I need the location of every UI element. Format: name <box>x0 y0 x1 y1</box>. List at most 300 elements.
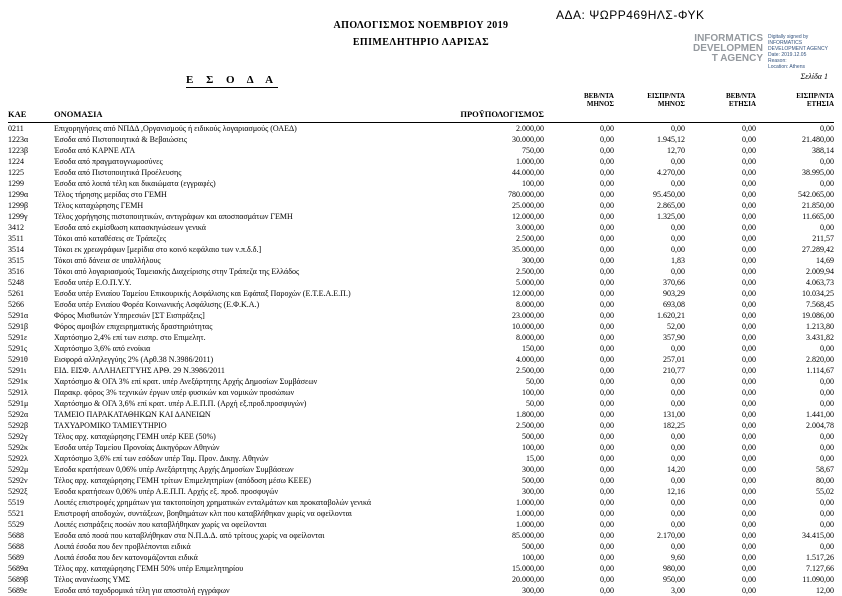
table-row <box>8 486 834 497</box>
cell-eisp_e: 21.850,00 <box>802 201 834 210</box>
cell-eisp_e: 0,00 <box>820 498 834 507</box>
table-row <box>8 431 834 442</box>
col-header: ΜΗΝΟΣ <box>657 100 685 108</box>
cell-eisp_m: 357,90 <box>663 333 685 342</box>
table-row <box>8 376 834 387</box>
cell-beb_m: 0,00 <box>600 586 614 595</box>
cell-eisp_m: 4.270,00 <box>657 168 685 177</box>
col-header: ΒΕΒ/ΝΤΑ <box>583 92 614 100</box>
cell-budget: 300,00 <box>522 465 544 474</box>
table-row <box>8 211 834 222</box>
col-header: ΜΗΝΟΣ <box>586 100 614 108</box>
cell-eisp_m: 9,60 <box>671 553 685 562</box>
table-row <box>8 387 834 398</box>
cell-budget: 150,00 <box>522 344 544 353</box>
budget-column-header: ΠΡΟΫΠΟΛΟΓΙΣΜΟΣ <box>460 109 544 119</box>
table-row <box>8 464 834 475</box>
table-row <box>8 145 834 156</box>
cell-beb_m: 0,00 <box>600 311 614 320</box>
table-row <box>8 299 834 310</box>
table-row <box>8 343 834 354</box>
cell-name: Χαρτόσημο 3,6% από ενοίκια <box>54 344 151 353</box>
cell-kae: 5521 <box>8 509 24 518</box>
cell-eisp_e: 11.090,00 <box>802 575 834 584</box>
table-row <box>8 453 834 464</box>
table-row <box>8 277 834 288</box>
cell-budget: 2.500,00 <box>516 234 544 243</box>
cell-beb_e: 0,00 <box>742 399 756 408</box>
cell-beb_e: 0,00 <box>742 278 756 287</box>
cell-eisp_e: 0,00 <box>820 399 834 408</box>
cell-budget: 3.000,00 <box>516 223 544 232</box>
cell-kae: 5292λ <box>8 454 28 463</box>
table-row <box>8 354 834 365</box>
cell-name: Λοιπά έσοδα που δεν προβλέπονται ειδικά <box>54 542 191 551</box>
cell-budget: 12.000,00 <box>512 289 544 298</box>
cell-kae: 5291θ <box>8 355 28 364</box>
cell-eisp_e: 0,00 <box>820 432 834 441</box>
cell-eisp_m: 2.170,00 <box>657 531 685 540</box>
cell-name: Τόκοι εκ χρεωγράφων [μερίδια στο κοινό κεφάλαιο των ν.π.δ.δ.] <box>54 245 262 254</box>
cell-beb_m: 0,00 <box>600 377 614 386</box>
cell-budget: 500,00 <box>522 432 544 441</box>
col-header: ΕΤΗΣΙΑ <box>728 100 756 108</box>
cell-budget: 100,00 <box>522 388 544 397</box>
table-row <box>8 585 834 596</box>
cell-budget: 500,00 <box>522 542 544 551</box>
cell-beb_e: 0,00 <box>742 553 756 562</box>
table-row <box>8 310 834 321</box>
cell-beb_e: 0,00 <box>742 487 756 496</box>
cell-budget: 25.000,00 <box>512 201 544 210</box>
cell-eisp_m: 14,20 <box>667 465 685 474</box>
cell-beb_m: 0,00 <box>600 553 614 562</box>
cell-kae: 5519 <box>8 498 24 507</box>
cell-kae: 5291ι <box>8 366 27 375</box>
cell-eisp_e: 2.820,00 <box>806 355 834 364</box>
col-header: ΕΙΣΠΡ/ΝΤΑ <box>796 92 834 100</box>
cell-eisp_m: 2.865,00 <box>657 201 685 210</box>
cell-name: Έσοδα από ταχυδρομικά τέλη για αποστολή εγγράφων <box>54 586 230 595</box>
cell-eisp_e: 0,00 <box>820 157 834 166</box>
cell-name: Τέλος αρχ. καταχώρησης ΓΕΜΗ τρίτων Επιμελητηρίων (απόδοση μέσω ΚΕΕΕ) <box>54 476 312 485</box>
cell-beb_m: 0,00 <box>600 421 614 430</box>
cell-beb_m: 0,00 <box>600 157 614 166</box>
cell-beb_e: 0,00 <box>742 531 756 540</box>
cell-eisp_m: 0,00 <box>671 267 685 276</box>
table-body <box>8 123 834 596</box>
cell-eisp_e: 3.431,82 <box>806 333 834 342</box>
cell-eisp_m: 0,00 <box>671 509 685 518</box>
cell-beb_e: 0,00 <box>742 443 756 452</box>
col-header: ΕΤΗΣΙΑ <box>806 100 834 108</box>
cell-budget: 10.000,00 <box>512 322 544 331</box>
cell-beb_m: 0,00 <box>600 399 614 408</box>
cell-name: Έσοδα από Πιστοποιητικά & Βεβαιώσεις <box>54 135 187 144</box>
cell-kae: 1299β <box>8 201 29 210</box>
signature-detail-line: Location: Athens <box>768 64 805 70</box>
cell-beb_m: 0,00 <box>600 212 614 221</box>
cell-beb_e: 0,00 <box>742 124 756 133</box>
cell-name: Φόρος αμοιβών επιχειρηματικής δραστηριότητας <box>54 322 213 331</box>
table-row <box>8 497 834 508</box>
ada-code: ΑΔΑ: ΨΩΡΡ469ΗΛΣ-ΦΥΚ <box>556 8 705 22</box>
cell-beb_m: 0,00 <box>600 542 614 551</box>
signature-details <box>768 34 832 70</box>
cell-name: Έσοδα από πραγματογνωμοσύνες <box>54 157 163 166</box>
table-row <box>8 200 834 211</box>
cell-eisp_m: 1.620,21 <box>657 311 685 320</box>
cell-budget: 15,00 <box>526 454 544 463</box>
cell-kae: 3511 <box>8 234 24 243</box>
cell-budget: 1.000,00 <box>516 157 544 166</box>
cell-beb_e: 0,00 <box>742 311 756 320</box>
cell-eisp_e: 19.086,00 <box>802 311 834 320</box>
header-row-main <box>8 108 834 121</box>
cell-eisp_m: 1.325,00 <box>657 212 685 221</box>
cell-eisp_m: 0,00 <box>671 388 685 397</box>
cell-budget: 4.000,00 <box>516 355 544 364</box>
cell-eisp_m: 12,16 <box>667 487 685 496</box>
cell-name: Έσοδα από εκμίσθωση κατασκηνώσεων γενικά <box>54 223 206 232</box>
cell-kae: 5688 <box>8 531 24 540</box>
table-header <box>8 92 834 123</box>
cell-budget: 8.000,00 <box>516 300 544 309</box>
cell-eisp_e: 21.480,00 <box>802 135 834 144</box>
table-row <box>8 365 834 376</box>
cell-beb_e: 0,00 <box>742 432 756 441</box>
cell-beb_e: 0,00 <box>742 322 756 331</box>
table-row <box>8 244 834 255</box>
cell-eisp_m: 0,00 <box>671 234 685 243</box>
header-row-1 <box>8 92 834 100</box>
cell-budget: 15.000,00 <box>512 564 544 573</box>
cell-name: Έσοδα υπέρ Ενιαίου Ταμείου Επικουρικής Ασφάλισης και Εφάπαξ Παροχών (Ε.Τ.Ε.Α.Ε.Π.) <box>54 289 351 298</box>
cell-name: ΤΑΧΥΔΡΟΜΙΚΟ ΤΑΜΙΕΥΤΗΡΙΟ <box>54 421 167 430</box>
cell-kae: 5291ς <box>8 344 28 353</box>
cell-beb_e: 0,00 <box>742 179 756 188</box>
cell-eisp_e: 1.441,00 <box>806 410 834 419</box>
cell-budget: 300,00 <box>522 487 544 496</box>
cell-beb_m: 0,00 <box>600 322 614 331</box>
signature-agency-line: INFORMATICS <box>694 33 763 44</box>
cell-beb_e: 0,00 <box>742 300 756 309</box>
cell-budget: 500,00 <box>522 476 544 485</box>
cell-name: Τέλος χορήγησης πιστοποιητικών, αντιγράφων και αποσπασμάτων ΓΕΜΗ <box>54 212 293 221</box>
cell-beb_m: 0,00 <box>600 168 614 177</box>
cell-eisp_m: 0,00 <box>671 454 685 463</box>
cell-beb_e: 0,00 <box>742 465 756 474</box>
cell-beb_e: 0,00 <box>742 212 756 221</box>
cell-eisp_e: 0,00 <box>820 454 834 463</box>
cell-eisp_e: 4.063,73 <box>806 278 834 287</box>
cell-beb_e: 0,00 <box>742 135 756 144</box>
name-column-header: ΟΝΟΜΑΣΙΑ <box>54 109 103 119</box>
cell-name: Λοιπά έσοδα που δεν κατονομάζονται ειδικά <box>54 553 198 562</box>
cell-kae: 5689β <box>8 575 29 584</box>
cell-eisp_m: 1,83 <box>671 256 685 265</box>
cell-name: Χαρτόσημο 3,6% επί των εσόδων υπέρ Ταμ. Προν. Δικηγ. Αθηνών <box>54 454 269 463</box>
cell-eisp_m: 980,00 <box>663 564 685 573</box>
cell-budget: 750,00 <box>522 146 544 155</box>
cell-eisp_m: 1.945,12 <box>657 135 685 144</box>
cell-eisp_e: 0,00 <box>820 124 834 133</box>
organization-name: ΕΠΙΜΕΛΗΤΗΡΙΟ ΛΑΡΙΣΑΣ <box>352 37 490 48</box>
cell-eisp_m: 0,00 <box>671 498 685 507</box>
cell-kae: 5261 <box>8 289 24 298</box>
table-row <box>8 178 834 189</box>
cell-beb_m: 0,00 <box>600 498 614 507</box>
cell-kae: 5292α <box>8 410 29 419</box>
cell-budget: 780.000,00 <box>508 190 544 199</box>
cell-eisp_m: 12,70 <box>667 146 685 155</box>
cell-beb_m: 0,00 <box>600 146 614 155</box>
cell-kae: 5248 <box>8 278 24 287</box>
cell-eisp_e: 0,00 <box>820 388 834 397</box>
cell-beb_m: 0,00 <box>600 234 614 243</box>
cell-kae: 1299 <box>8 179 24 188</box>
cell-beb_m: 0,00 <box>600 432 614 441</box>
cell-budget: 300,00 <box>522 256 544 265</box>
cell-eisp_m: 0,00 <box>671 542 685 551</box>
cell-budget: 23.000,00 <box>512 311 544 320</box>
cell-kae: 5291κ <box>8 377 29 386</box>
cell-eisp_e: 1.213,80 <box>806 322 834 331</box>
cell-eisp_m: 950,00 <box>663 575 685 584</box>
cell-eisp_e: 0,00 <box>820 542 834 551</box>
cell-name: Χαρτόσημο 2,4% επί των εισπρ. στο Επιμελητ. <box>54 333 206 342</box>
cell-eisp_m: 0,00 <box>671 399 685 408</box>
cell-name: Λοιπές επιστροφές χρημάτων για τακτοποίηση χρηματικών ενταλμάτων και προκαταβολών γενικά <box>54 498 372 507</box>
cell-beb_m: 0,00 <box>600 300 614 309</box>
cell-name: Έσοδα από λοιπά τέλη και δικαιώματα (εγγραφές) <box>54 179 216 188</box>
cell-eisp_e: 1.114,67 <box>806 366 834 375</box>
cell-kae: 5292ξ <box>8 487 28 496</box>
cell-eisp_m: 0,00 <box>671 124 685 133</box>
cell-eisp_m: 210,77 <box>663 366 685 375</box>
cell-eisp_e: 7.127,66 <box>806 564 834 573</box>
cell-kae: 5291α <box>8 311 29 320</box>
table-row <box>8 541 834 552</box>
cell-eisp_m: 0,00 <box>671 344 685 353</box>
cell-beb_e: 0,00 <box>742 509 756 518</box>
cell-beb_e: 0,00 <box>742 575 756 584</box>
cell-eisp_m: 3,00 <box>671 586 685 595</box>
cell-kae: 5689ε <box>8 586 28 595</box>
table-row <box>8 508 834 519</box>
signature-agency-line: T AGENCY <box>711 53 763 64</box>
cell-name: Έσοδα υπέρ Ε.Ο.Π.Υ.Υ. <box>54 278 132 287</box>
cell-name: Έσοδα από ΚΑΡΝΕ ΑΤΑ <box>54 146 136 155</box>
cell-eisp_e: 2.004,78 <box>806 421 834 430</box>
cell-beb_m: 0,00 <box>600 454 614 463</box>
cell-beb_e: 0,00 <box>742 476 756 485</box>
cell-name: Παρακρ. φόρος 3% τεχνικών έργων υπέρ φυσικών και νομικών προσώπων <box>54 388 295 397</box>
cell-beb_e: 0,00 <box>742 388 756 397</box>
cell-eisp_e: 0,00 <box>820 509 834 518</box>
cell-beb_m: 0,00 <box>600 223 614 232</box>
section-title: Ε Σ Ο Δ Α <box>186 74 279 86</box>
cell-beb_e: 0,00 <box>742 333 756 342</box>
cell-eisp_m: 0,00 <box>671 157 685 166</box>
cell-budget: 85.000,00 <box>512 531 544 540</box>
cell-eisp_e: 12,00 <box>816 586 834 595</box>
cell-beb_e: 0,00 <box>742 201 756 210</box>
cell-budget: 1.000,00 <box>516 498 544 507</box>
cell-name: Λοιπές εισπράξεις ποσών που καταβλήθηκαν χωρίς να οφείλονται <box>54 520 267 529</box>
cell-kae: 1223α <box>8 135 29 144</box>
cell-kae: 3515 <box>8 256 24 265</box>
cell-name: Φόρος Μισθωτών Υπηρεσιών [ΣΤ Εισπράξεις] <box>54 311 205 320</box>
table-row <box>8 442 834 453</box>
cell-name: Τέλος τήρησης μερίδας στο ΓΕΜΗ <box>54 190 167 199</box>
cell-beb_e: 0,00 <box>742 542 756 551</box>
cell-eisp_m: 0,00 <box>671 443 685 452</box>
cell-beb_m: 0,00 <box>600 245 614 254</box>
cell-beb_m: 0,00 <box>600 575 614 584</box>
cell-budget: 50,00 <box>526 399 544 408</box>
cell-eisp_m: 0,00 <box>671 377 685 386</box>
cell-eisp_e: 10.034,25 <box>802 289 834 298</box>
cell-beb_e: 0,00 <box>742 520 756 529</box>
cell-name: Έσοδα κρατήσεων 0,06% υπέρ Ανεξάρτητης Αρχής Δημοσίων Συμβάσεων <box>54 465 294 474</box>
cell-kae: 5292κ <box>8 443 29 452</box>
cell-budget: 50,00 <box>526 377 544 386</box>
cell-beb_m: 0,00 <box>600 520 614 529</box>
cell-budget: 5.000,00 <box>516 278 544 287</box>
cell-eisp_m: 0,00 <box>671 432 685 441</box>
col-header: ΒΕΒ/ΝΤΑ <box>725 92 756 100</box>
cell-eisp_m: 182,25 <box>663 421 685 430</box>
cell-eisp_m: 95.450,00 <box>653 190 685 199</box>
signature-detail-line: Digitally signed by <box>768 34 809 40</box>
cell-eisp_m: 52,00 <box>667 322 685 331</box>
cell-beb_e: 0,00 <box>742 410 756 419</box>
cell-eisp_e: 14,69 <box>816 256 834 265</box>
cell-beb_e: 0,00 <box>742 146 756 155</box>
cell-kae: 5292γ <box>8 432 28 441</box>
cell-eisp_m: 370,66 <box>663 278 685 287</box>
cell-beb_e: 0,00 <box>742 344 756 353</box>
signature-detail-line: Reason: <box>768 58 787 64</box>
cell-beb_m: 0,00 <box>600 476 614 485</box>
cell-kae: 5291ε <box>8 333 28 342</box>
cell-name: Επιχορηγήσεις από ΝΠΔΔ ,Οργανισμούς ή ειδικούς λογαριασμούς (ΟΑΕΔ) <box>54 124 297 133</box>
cell-eisp_e: 0,00 <box>820 443 834 452</box>
cell-kae: 0211 <box>8 124 24 133</box>
cell-beb_m: 0,00 <box>600 190 614 199</box>
cell-budget: 2.500,00 <box>516 366 544 375</box>
cell-beb_e: 0,00 <box>742 289 756 298</box>
cell-budget: 30.000,00 <box>512 135 544 144</box>
cell-beb_m: 0,00 <box>600 355 614 364</box>
cell-kae: 3516 <box>8 267 24 276</box>
cell-beb_e: 0,00 <box>742 245 756 254</box>
cell-eisp_e: 388,14 <box>812 146 834 155</box>
cell-name: Τόκοι από λογαριασμούς Ταμειακής Διαχείρισης στην Τράπεζα της Ελλάδος <box>54 267 300 276</box>
table-row <box>8 266 834 277</box>
cell-beb_e: 0,00 <box>742 168 756 177</box>
page-number: Σελίδα 1 <box>800 72 828 81</box>
cell-beb_e: 0,00 <box>742 586 756 595</box>
cell-beb_m: 0,00 <box>600 410 614 419</box>
cell-beb_m: 0,00 <box>600 267 614 276</box>
cell-name: Εισφορά αλληλεγγύης 2% (Αρθ.38 Ν.3986/2011) <box>54 355 214 364</box>
cell-beb_e: 0,00 <box>742 421 756 430</box>
cell-kae: 3412 <box>8 223 24 232</box>
signature-detail-line: DEVELOPMENT AGENCY <box>768 46 828 52</box>
cell-eisp_m: 693,08 <box>663 300 685 309</box>
cell-beb_e: 0,00 <box>742 366 756 375</box>
revenue-table <box>8 92 834 596</box>
cell-beb_m: 0,00 <box>600 278 614 287</box>
cell-beb_e: 0,00 <box>742 234 756 243</box>
cell-beb_e: 0,00 <box>742 223 756 232</box>
table-row <box>8 420 834 431</box>
cell-name: ΤΑΜΕΙΟ ΠΑΡΑΚΑΤΑΘΗΚΩΝ ΚΑΙ ΔΑΝΕΙΩΝ <box>54 410 211 419</box>
cell-beb_e: 0,00 <box>742 256 756 265</box>
cell-eisp_e: 0,00 <box>820 223 834 232</box>
table-row <box>8 519 834 530</box>
cell-kae: 1299α <box>8 190 29 199</box>
cell-budget: 2.000,00 <box>516 124 544 133</box>
cell-beb_m: 0,00 <box>600 443 614 452</box>
table-row <box>8 123 834 134</box>
signature-detail-line: Date: 2019.12.05 <box>768 52 807 58</box>
table-row <box>8 552 834 563</box>
cell-eisp_m: 131,00 <box>663 410 685 419</box>
cell-budget: 100,00 <box>522 443 544 452</box>
cell-beb_m: 0,00 <box>600 333 614 342</box>
cell-kae: 5292β <box>8 421 29 430</box>
cell-eisp_e: 7.568,45 <box>806 300 834 309</box>
cell-beb_m: 0,00 <box>600 509 614 518</box>
table-row <box>8 409 834 420</box>
cell-eisp_e: 0,00 <box>820 520 834 529</box>
cell-name: Τέλος αρχ. καταχώρησης ΓΕΜΗ 50% υπέρ Επιμελητηρίου <box>54 564 244 573</box>
table-row <box>8 332 834 343</box>
cell-eisp_m: 903,29 <box>663 289 685 298</box>
cell-eisp_e: 2.009,94 <box>806 267 834 276</box>
cell-name: Έσοδα από Πιστοποιητικά Προέλευσης <box>54 168 182 177</box>
table-row <box>8 563 834 574</box>
cell-kae: 5291β <box>8 322 29 331</box>
cell-eisp_m: 257,01 <box>663 355 685 364</box>
signature-agency-name <box>689 34 763 64</box>
cell-name: Επιστροφή αποδοχών, συντάξεων, βοηθημάτων κλπ που καταβλήθηκαν χωρίς να οφείλονται <box>54 509 352 518</box>
cell-eisp_e: 1.517,26 <box>806 553 834 562</box>
cell-kae: 5291μ <box>8 399 29 408</box>
cell-name: Τέλος αρχ. καταχώρησης ΓΕΜΗ υπέρ ΚΕΕ (50%) <box>54 432 216 441</box>
cell-beb_e: 0,00 <box>742 454 756 463</box>
cell-eisp_e: 34.415,00 <box>802 531 834 540</box>
cell-budget: 2.500,00 <box>516 267 544 276</box>
cell-name: Έσοδα κρατήσεων 0,06% υπέρ Α.Ε.Π.Π. Αρχής εξ. προδ. προσφυγών <box>54 487 279 496</box>
cell-name: Τόκοι από καταθέσεις σε Τράπεζες <box>54 234 167 243</box>
cell-beb_m: 0,00 <box>600 465 614 474</box>
cell-beb_m: 0,00 <box>600 179 614 188</box>
cell-beb_e: 0,00 <box>742 190 756 199</box>
report-title: ΑΠΟΛΟΓΙΣΜΟΣ ΝΟΕΜΒΡΙΟΥ 2019 <box>333 20 509 31</box>
kae-column-header: ΚΑΕ <box>8 109 27 119</box>
cell-eisp_e: 55,02 <box>816 487 834 496</box>
cell-beb_m: 0,00 <box>600 124 614 133</box>
cell-eisp_m: 0,00 <box>671 179 685 188</box>
cell-budget: 44.000,00 <box>512 168 544 177</box>
cell-beb_m: 0,00 <box>600 388 614 397</box>
table-row <box>8 156 834 167</box>
cell-name: Έσοδα από ποσά που καταβλήθηκαν στα Ν.Π.Δ.Δ. από τρίτους χωρίς να οφείλονται <box>54 531 325 540</box>
